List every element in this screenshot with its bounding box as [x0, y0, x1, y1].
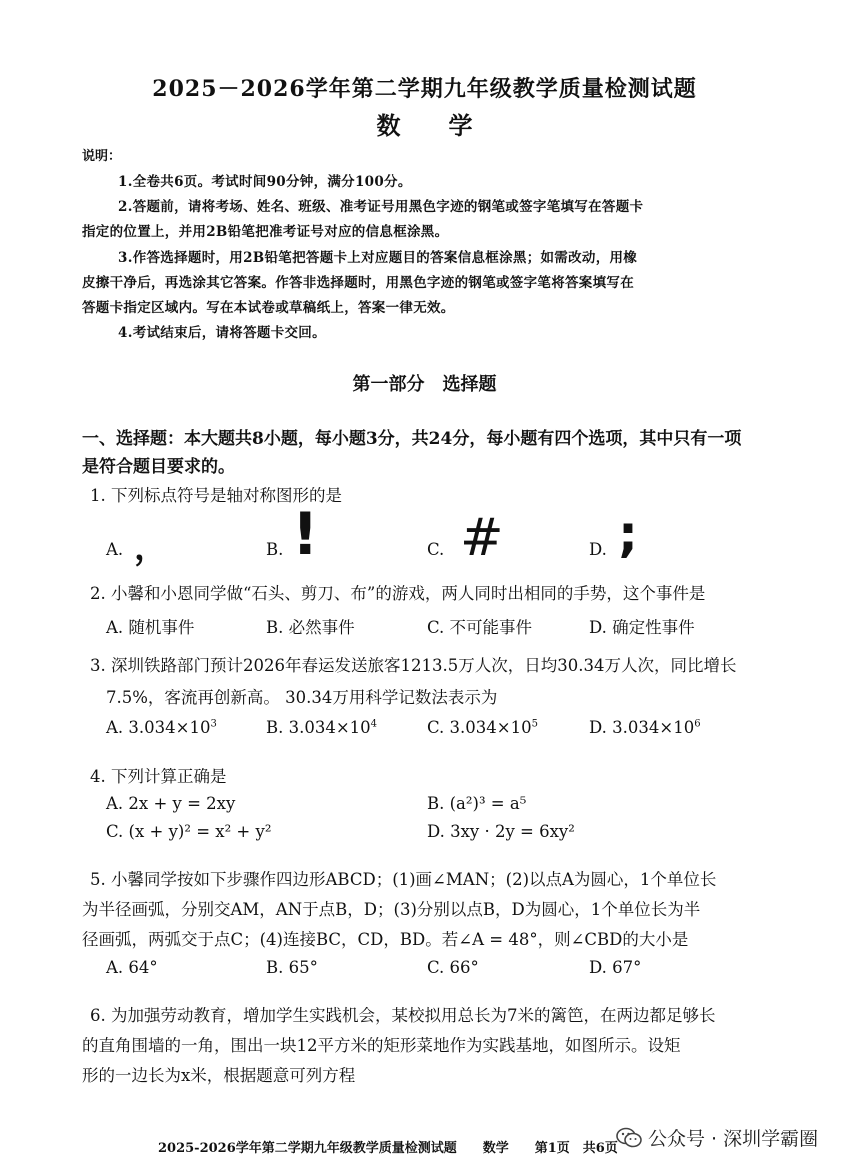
q3-option-c	[427, 718, 538, 737]
q2-option-b: B. 必然事件	[266, 618, 355, 637]
notes-heading: 说明：	[82, 149, 122, 164]
q3-option-c-exp: 5	[531, 718, 538, 730]
q1-label-c: C.	[427, 540, 445, 559]
q2-option-d: D. 确定性事件	[589, 618, 695, 637]
q3-option-b-base: B. 3.034×10	[266, 718, 371, 737]
q1-label-d: D.	[589, 540, 607, 559]
q3-stem-line-1: 3. 深圳铁路部门预计2026年春运发送旅客1213.5万人次，日均30.34万人次，同比增长	[90, 656, 737, 675]
q5-option-d: D. 67°	[589, 958, 642, 977]
q2-stem: 2. 小馨和小恩同学做“石头、剪刀、布”的游戏，两人同时出相同的手势，这个事件是	[90, 584, 706, 603]
q1-stem: 1. 下列标点符号是轴对称图形的是	[90, 486, 342, 505]
note-line-2: 2.答题前，请将考场、姓名、班级、准考证号用黑色字迹的钢笔或签字笔填写在答题卡	[118, 199, 644, 215]
wechat-icon	[616, 1127, 642, 1149]
q6-stem-line-2: 的直角围墙的一角，围出一块12平方米的矩形菜地作为实践基地，如图所示。设矩	[82, 1036, 681, 1055]
q5-option-a: A. 64°	[106, 958, 158, 977]
q3-option-b	[266, 718, 377, 737]
q1-label-b: B.	[266, 540, 284, 559]
note-line-7: 4.考试结束后，请将答题卡交回。	[118, 325, 326, 341]
q3-option-c-base: C. 3.034×10	[427, 718, 532, 737]
q4-option-a: A. 2x + y = 2xy	[106, 794, 236, 813]
note-line-3: 指定的位置上，并用2B铅笔把准考证号对应的信息框涂黑。	[82, 224, 449, 240]
q5-option-b: B. 65°	[266, 958, 318, 977]
q3-option-b-exp: 4	[370, 718, 378, 730]
q4-stem: 4. 下列计算正确是	[90, 767, 227, 786]
q1-symbol-exclamation: !	[292, 500, 319, 568]
q6-stem-line-3: 形的一边长为x米，根据题意可列方程	[82, 1066, 356, 1085]
q3-option-a-base: A. 3.034×10	[106, 718, 211, 737]
note-line-5: 皮擦干净后，再选涂其它答案。作答非选择题时，用黑色字迹的钢笔或签字笔将答案填写在	[82, 275, 634, 291]
q1-symbol-semicolon: ;	[618, 505, 638, 563]
q1-label-a: A.	[106, 540, 124, 559]
q1-symbol-comma: ，	[134, 528, 168, 568]
subject-char-1: 数	[376, 111, 401, 140]
section-heading-line-1: 一、选择题：本大题共8小题，每小题3分，共24分，每小题有四个选项，其中只有一项	[82, 429, 742, 449]
q3-option-d-base: D. 3.034×10	[589, 718, 695, 737]
q4-option-d: D. 3xy · 2y = 6xy²	[427, 822, 575, 841]
q5-option-c: C. 66°	[427, 958, 479, 977]
q4-option-c: C. (x + y)² = x² + y²	[106, 822, 272, 841]
q2-option-a: A. 随机事件	[106, 618, 195, 637]
watermark-text: 公众号 · 深圳学霸圈	[648, 1128, 819, 1150]
q3-option-d	[589, 718, 701, 737]
q6-stem-line-1: 6. 为加强劳动教育，增加学生实践机会，某校拟用总长为7米的篱笆，在两边都足够长	[90, 1006, 716, 1025]
q1-symbol-hash: #	[460, 508, 504, 568]
section-heading-line-2: 是符合题目要求的。	[82, 457, 235, 477]
q3-option-d-exp: 6	[694, 718, 701, 730]
q5-stem-line-2: 为半径画弧，分别交AM，AN于点B，D；(3)分别以点B，D为圆心，1个单位长为半	[82, 900, 701, 919]
part-title: 第一部分 选择题	[352, 374, 497, 395]
q2-option-c: C. 不可能事件	[427, 618, 533, 637]
subject-char-2: 学	[448, 111, 473, 140]
page-footer: 2025-2026学年第二学期九年级教学质量检测试题 数学 第1页 共6页	[158, 1141, 618, 1156]
note-line-4: 3.作答选择题时，用2B铅笔把答题卡上对应题目的答案信息框涂黑；如需改动，用橡	[118, 250, 638, 266]
q4-option-b: B. (a²)³ = a⁵	[427, 794, 527, 813]
q3-option-a	[106, 718, 217, 737]
q5-stem-line-3: 径画弧，两弧交于点C；(4)连接BC，CD，BD。若∠A = 48°，则∠CBD的大小是	[82, 930, 689, 949]
exam-title: 2025－2026学年第二学期九年级教学质量检测试题	[152, 76, 697, 102]
note-line-6: 答题卡指定区域内。写在本试卷或草稿纸上，答案一律无效。	[82, 300, 455, 316]
subject-title	[0, 106, 849, 141]
watermark	[616, 1124, 818, 1151]
q5-stem-line-1: 5. 小馨同学按如下步骤作四边形ABCD；(1)画∠MAN；(2)以点A为圆心，1个单位长	[90, 870, 717, 889]
note-line-1: 1.全卷共6页。考试时间90分钟，满分100分。	[118, 174, 412, 190]
q3-option-a-exp: 3	[210, 718, 217, 730]
q3-stem-line-2: 7.5%，客流再创新高。 30.34万用科学记数法表示为	[106, 688, 498, 707]
